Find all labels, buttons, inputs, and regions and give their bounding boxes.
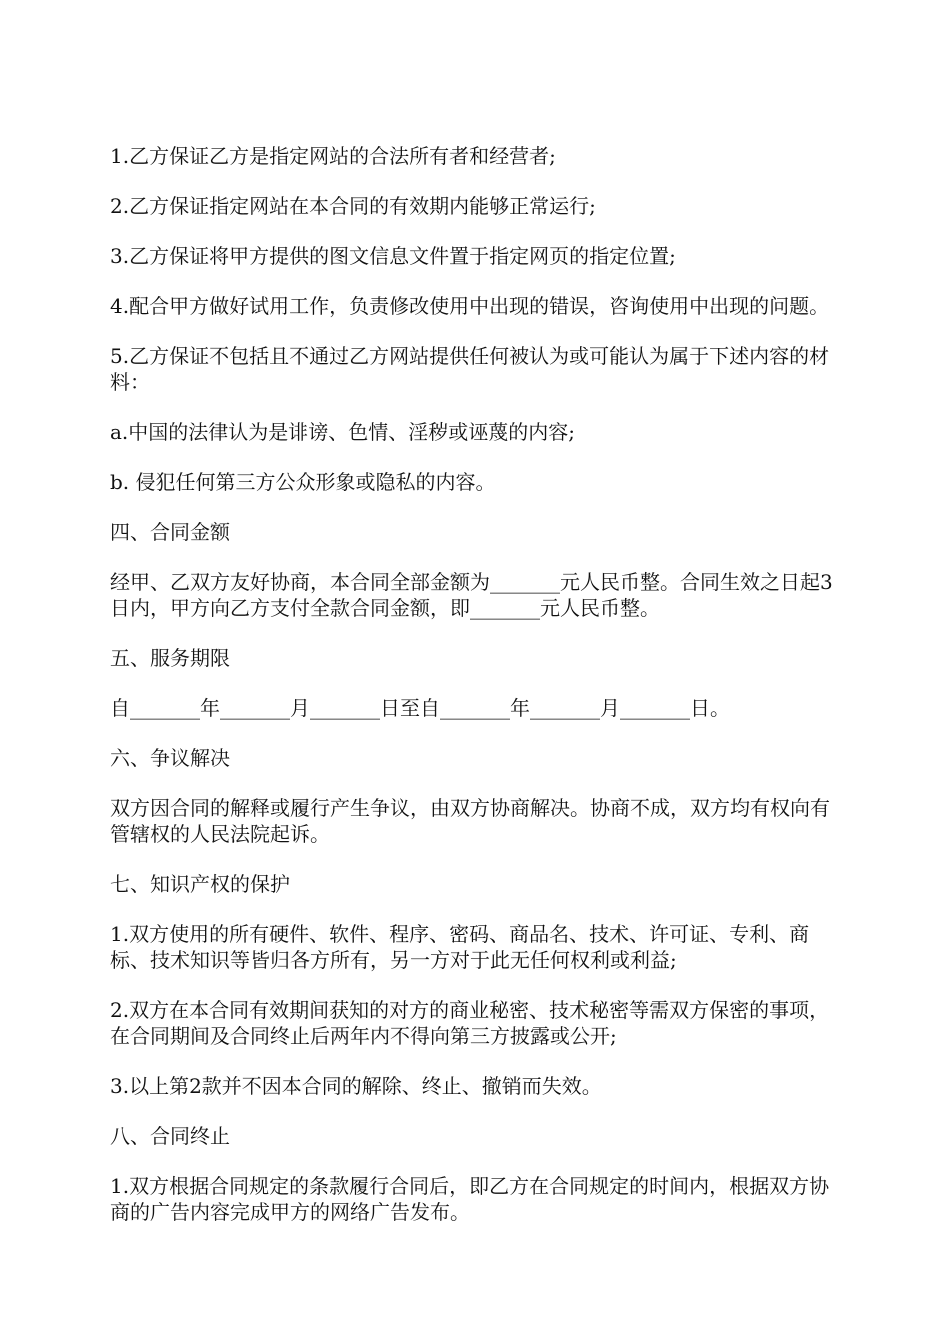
clause-8-1: 1.双方根据合同规定的条款履行合同后，即乙方在合同规定的时间内，根据双方协商的广告内容完成甲方的网络广告发布。: [110, 1174, 830, 1224]
clause-1-1: 1.乙方保证乙方是指定网站的合法所有者和经营者;: [110, 144, 556, 168]
clause-1-5-b: b. 侵犯任何第三方公众形象或隐私的内容。: [110, 470, 496, 494]
contract-amount-text: 经甲、乙双方友好协商，本合同全部金额为_______元人民币整。合同生效之日起3日内，甲方向乙方支付全款合同金额，即_______元人民币整。: [110, 570, 833, 620]
clause-7-1: 1.双方使用的所有硬件、软件、程序、密码、商品名、技术、许可证、专利、商标、技术知识等皆归各方所有，另一方对于此无任何权利或利益;: [110, 922, 810, 972]
clause-1-3: 3.乙方保证将甲方提供的图文信息文件置于指定网页的指定位置;: [110, 244, 676, 268]
section-heading-8: 八、合同终止: [110, 1124, 230, 1148]
clause-1-2: 2.乙方保证指定网站在本合同的有效期内能够正常运行;: [110, 194, 596, 218]
service-period-text: 自_______年_______月_______日至自_______年_______月_______日。: [110, 696, 730, 720]
clause-1-5: 5.乙方保证不包括且不通过乙方网站提供任何被认为或可能认为属于下述内容的材料：: [110, 344, 830, 394]
dispute-resolution-text: 双方因合同的解释或履行产生争议，由双方协商解决。协商不成，双方均有权向有管辖权的人民法院起诉。: [110, 796, 830, 846]
clause-7-2: 2.双方在本合同有效期间获知的对方的商业秘密、技术秘密等需双方保密的事项，在合同期间及合同终止后两年内不得向第三方披露或公开;: [110, 998, 830, 1048]
section-heading-5: 五、服务期限: [110, 646, 230, 670]
clause-7-3: 3.以上第2款并不因本合同的解除、终止、撤销而失效。: [110, 1074, 602, 1098]
clause-1-4: 4.配合甲方做好试用工作，负责修改使用中出现的错误，咨询使用中出现的问题。: [110, 294, 830, 318]
section-heading-7: 七、知识产权的保护: [110, 872, 290, 896]
section-heading-4: 四、合同金额: [110, 520, 230, 544]
clause-1-5-a: a.中国的法律认为是诽谤、色情、淫秽或诬蔑的内容;: [110, 420, 576, 444]
section-heading-6: 六、争议解决: [110, 746, 230, 770]
document-body: [110, 143, 840, 1249]
